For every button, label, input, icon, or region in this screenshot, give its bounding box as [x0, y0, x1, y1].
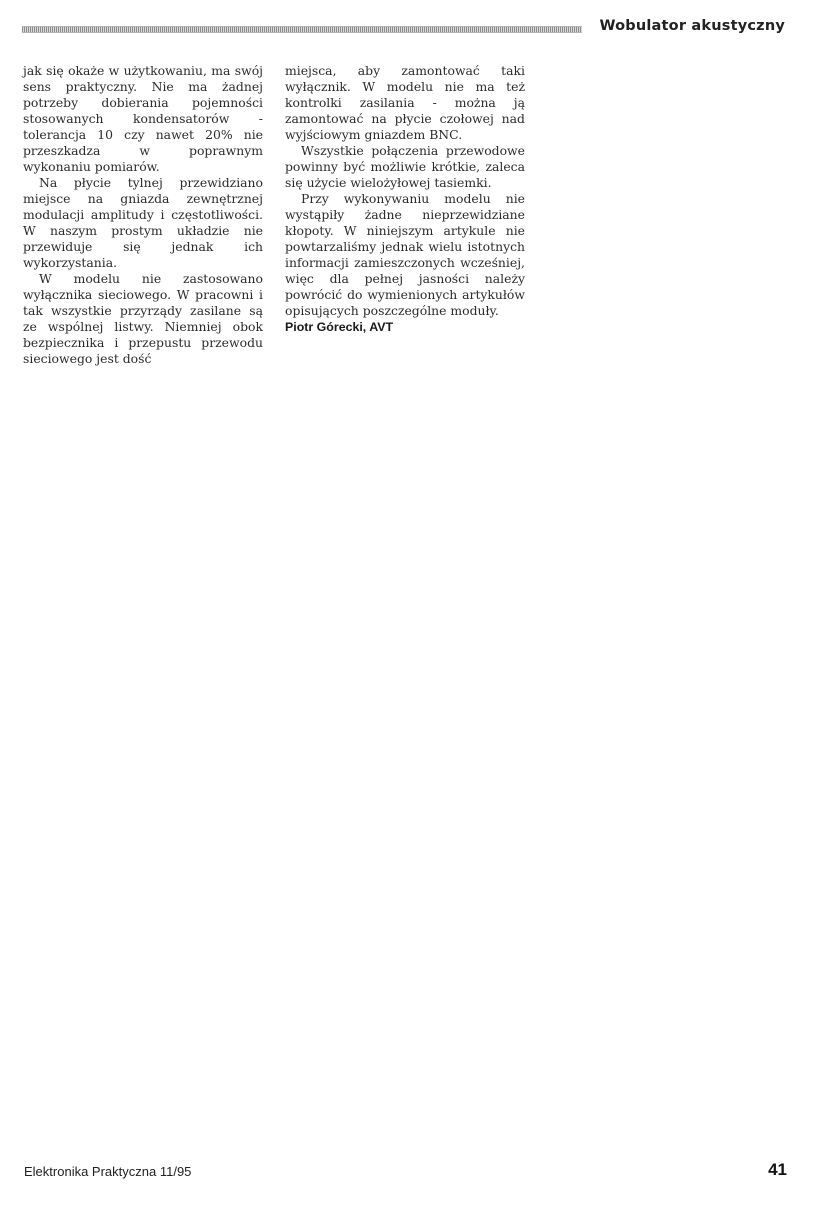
running-title: Wobulator akustyczny — [599, 18, 785, 34]
paragraph: miejsca, aby zamontować taki wyłącznik. W modelu nie ma też kontrolki zasilania - można ją zamontować na płycie czołowej nad wyjściowym gniazdem BNC. — [285, 63, 525, 142]
paragraph: Na płycie tylnej przewidziano miejsce na gniazda zewnętrznej modulacji amplitudy i częstotliwości. W naszym prostym układzie nie przewiduje się jednak ich wykorzystania. — [23, 175, 263, 270]
paragraph: Wszystkie połączenia przewodowe powinny być możliwie krótkie, zaleca się użycie wielożyłowej tasiemki. — [285, 143, 525, 190]
paragraph: jak się okaże w użytkowaniu, ma swój sens praktyczny. Nie ma żadnej potrzeby dobierania pojemności stosowanych kondensatorów - tolerancja 10 czy nawet 20% nie przeszkadza w poprawnym wykonaniu pomiarów. — [23, 63, 263, 174]
author-signature: Piotr Górecki, AVT — [285, 320, 394, 334]
paragraph: Przy wykonywaniu modelu nie wystąpiły żadne nieprzewidziane kłopoty. W niniejszym artykule nie powtarzaliśmy jednak wielu istotnych informacji zamieszczonych wcześniej, więc dla pełnej jasności należy powrócić do wymienionych artykułów opisujących poszczególne moduły. — [285, 191, 525, 318]
page-number: 41 — [768, 1160, 787, 1179]
publication-footer: Elektronika Praktyczna 11/95 — [24, 1164, 192, 1179]
article-column-right — [285, 63, 525, 335]
article-column-left — [23, 63, 263, 367]
paragraph: W modelu nie zastosowano wyłącznika sieciowego. W pracowni i tak wszystkie przyrządy zasilane są ze wspólnej listwy. Niemniej obok bezpiecznika i przepustu przewodu sieciowego jest dość — [23, 271, 263, 366]
header-rule — [22, 26, 582, 33]
